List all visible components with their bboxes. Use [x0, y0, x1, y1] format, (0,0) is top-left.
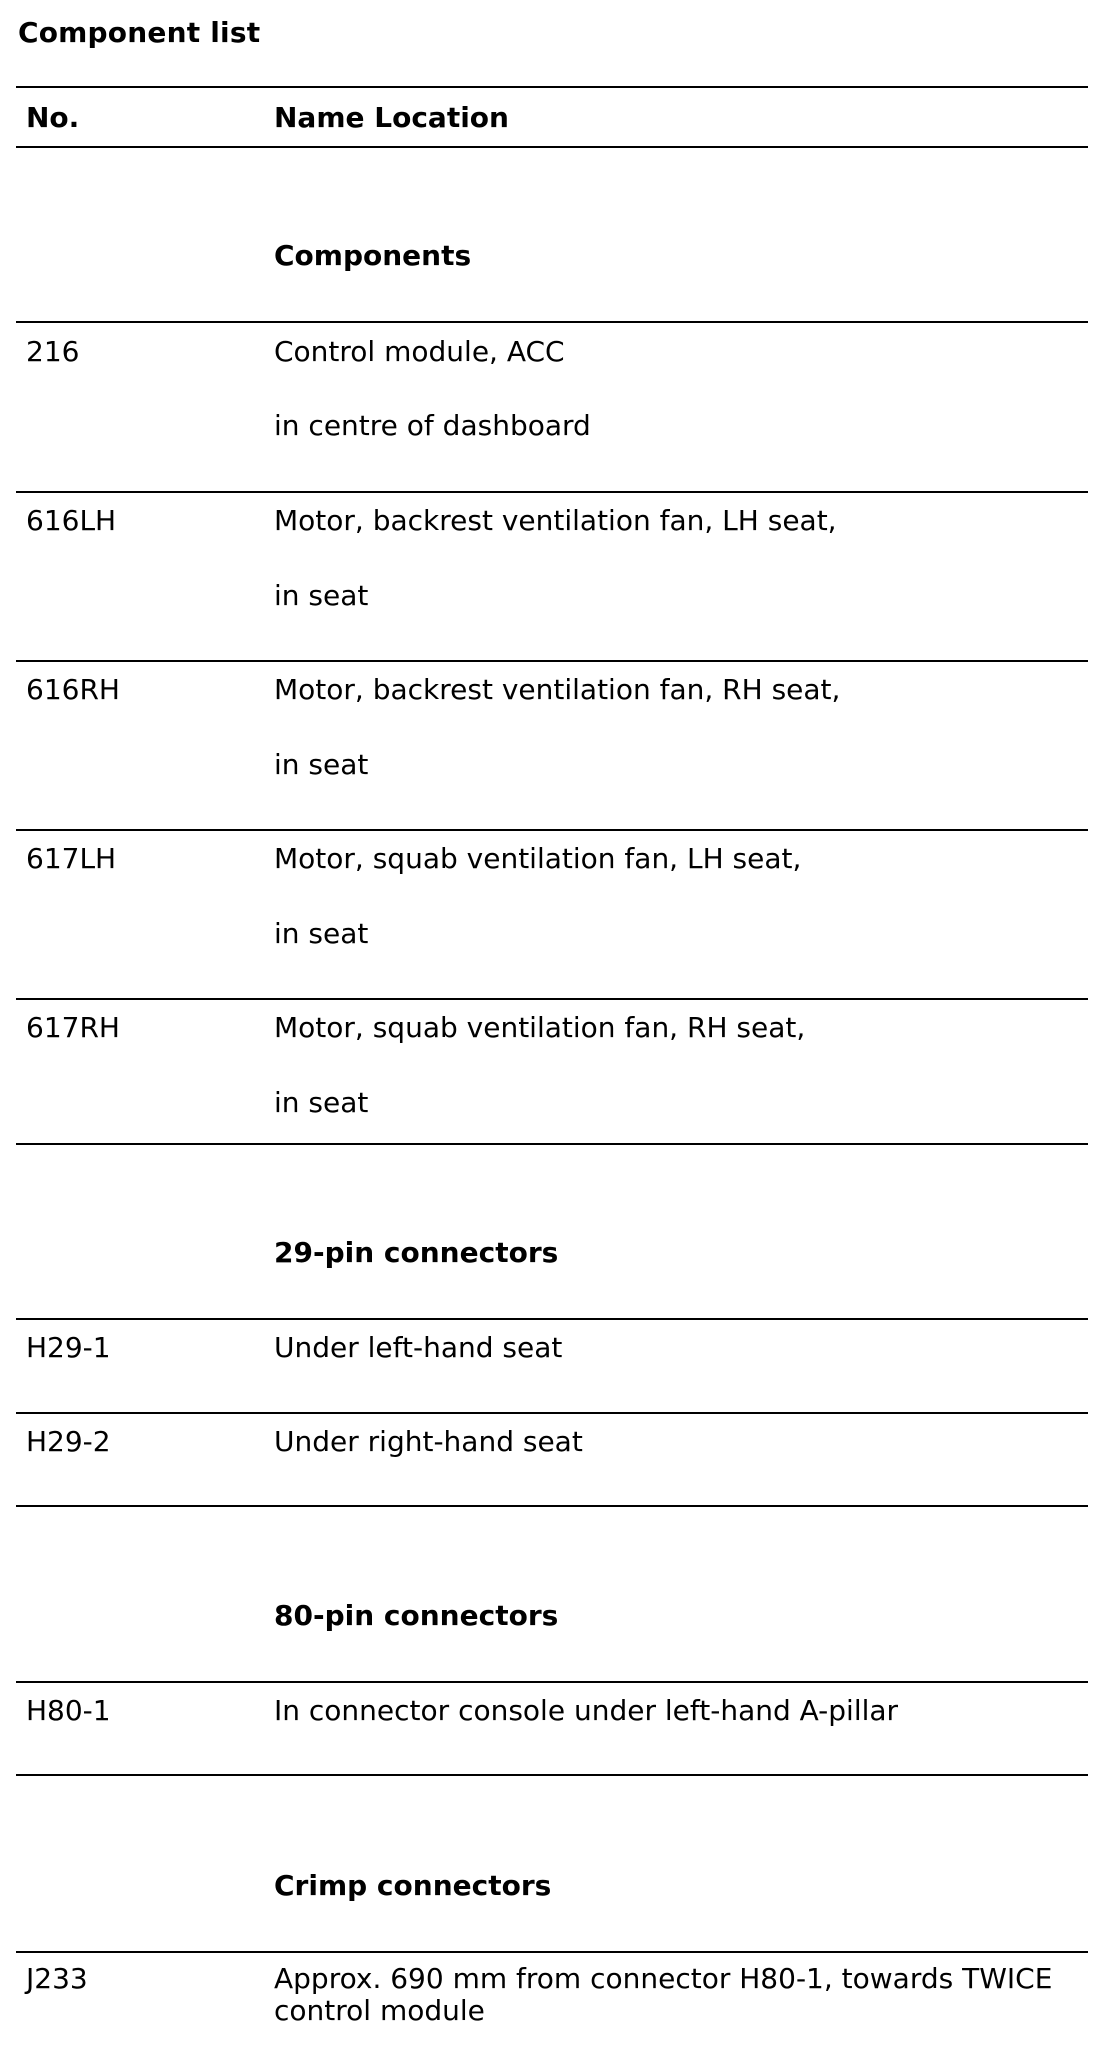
row-no: H80-1 [26, 1694, 111, 1727]
row-location: in seat [274, 1086, 369, 1119]
header-bottom-rule [16, 146, 1088, 148]
row-name: Under right-hand seat [274, 1425, 583, 1458]
row-no: 616LH [26, 504, 117, 537]
row-no: J233 [26, 1962, 88, 1995]
row-name: Motor, squab ventilation fan, RH seat, [274, 1011, 806, 1044]
row-location: in seat [274, 917, 369, 950]
row-location: in seat [274, 748, 369, 781]
section-end-rule [16, 1505, 1088, 1507]
section-rule [16, 321, 1088, 323]
row-name: Motor, backrest ventilation fan, RH seat, [274, 673, 841, 706]
table-top-rule [16, 86, 1088, 88]
row-no: H29-1 [26, 1331, 111, 1364]
section-heading-components: Components [274, 239, 472, 272]
row-rule [16, 660, 1088, 662]
row-location: in seat [274, 579, 369, 612]
row-name: Approx. 690 mm from connector H80-1, towards TWICE control module [274, 1962, 1053, 2027]
row-no: H29-2 [26, 1425, 111, 1458]
row-rule [16, 1412, 1088, 1414]
row-no: 617RH [26, 1011, 120, 1044]
section-heading-29-pin: 29-pin connectors [274, 1236, 559, 1269]
header-no: No. [26, 101, 80, 134]
row-name: Under left-hand seat [274, 1331, 563, 1364]
page-title: Component list [18, 16, 261, 49]
row-name: Control module, ACC [274, 335, 565, 368]
section-end-rule [16, 1143, 1088, 1145]
section-rule [16, 1318, 1088, 1320]
row-location: in centre of dashboard [274, 409, 591, 442]
section-end-rule [16, 1774, 1088, 1776]
section-heading-80-pin: 80-pin connectors [274, 1599, 559, 1632]
row-no: 616RH [26, 673, 120, 706]
row-name: Motor, squab ventilation fan, LH seat, [274, 842, 802, 875]
row-name: Motor, backrest ventilation fan, LH seat, [274, 504, 837, 537]
section-rule [16, 1951, 1088, 1953]
row-rule [16, 491, 1088, 493]
row-no: 617LH [26, 842, 117, 875]
section-heading-crimp: Crimp connectors [274, 1869, 552, 1902]
row-rule [16, 829, 1088, 831]
section-rule [16, 1681, 1088, 1683]
row-no: 216 [26, 335, 80, 368]
row-rule [16, 998, 1088, 1000]
header-name-location: Name Location [274, 101, 509, 134]
row-name: In connector console under left-hand A-pillar [274, 1694, 899, 1727]
